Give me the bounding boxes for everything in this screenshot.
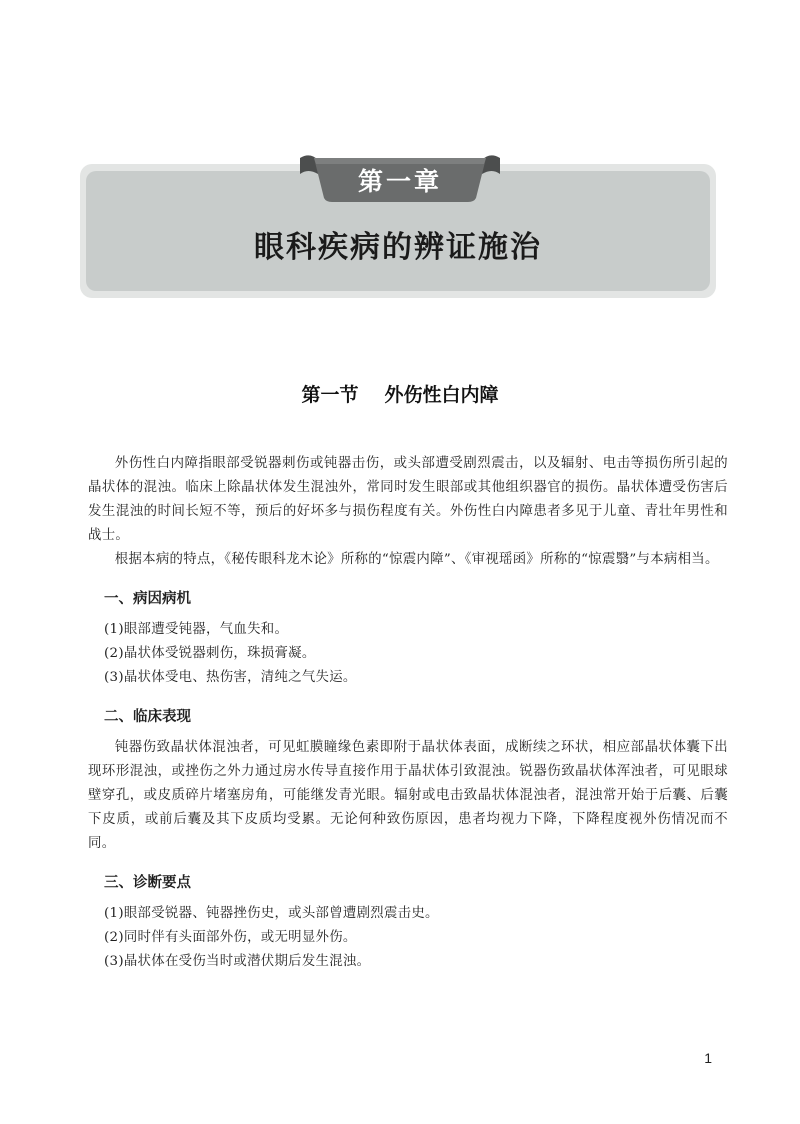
- section-title: [0, 380, 800, 407]
- chapter-label: 第一章: [357, 167, 442, 196]
- section-number: 第一节: [301, 384, 359, 406]
- intro-paragraph-2: 根据本病的特点，《秘传眼科龙木论》所称的“惊震内障”、《审视瑶函》所称的“惊震翳”与本病相当。: [114, 552, 719, 567]
- list-item: (3)晶状体在受伤当时或潜伏期后发生混浊。: [104, 954, 371, 969]
- clinical-heading: 二、临床表现: [104, 709, 191, 725]
- diagnosis-heading: 三、诊断要点: [104, 875, 191, 891]
- list-item: (2)同时伴有头面部外伤，或无明显外伤。: [104, 930, 357, 945]
- clinical-paragraph: 钝器伤致晶状体混浊者，可见虹膜瞳缘色素即附于晶状体表面，成断续之环状，相应部晶状体囊下出现环形混浊，或挫伤之外力通过房水传导直接作用于晶状体引致混浊。锐器伤致晶状体浑浊者，可见眼球壁穿孔，或皮质碎片堵塞房角，可能继发青光眼。辐射或电击致晶状体混浊者，混浊常开始于后囊、后囊下皮质，或前后囊及其下皮质均受累。无论何种致伤原因，患者均视力下降，下降程度视外伤情况而不同。: [88, 740, 728, 851]
- list-item: (2)晶状体受锐器刺伤，珠损膏凝。: [104, 646, 316, 661]
- list-item: (3)晶状体受电、热伤害，清纯之气失运。: [104, 670, 357, 685]
- chapter-tab: [296, 150, 504, 204]
- list-item: (1)眼部遭受钝器，气血失和。: [104, 622, 289, 637]
- diagnosis-list: [88, 902, 728, 974]
- etiology-heading: 一、病因病机: [104, 591, 191, 607]
- body-content: [88, 452, 728, 974]
- intro-paragraph-1: 外伤性白内障指眼部受锐器刺伤或钝器击伤，或头部遭受剧烈震击，以及辐射、电击等损伤所引起的晶状体的混浊。临床上除晶状体发生混浊外，常同时发生眼部或其他组织器官的损伤。晶状体遭受伤害后发生混浊的时间长短不等，预后的好坏多与损伤程度有关。外伤性白内障患者多见于儿童、青壮年男性和战士。: [88, 456, 728, 543]
- list-item: (1)眼部受锐器、钝器挫伤史，或头部曾遭剧烈震击史。: [104, 906, 439, 921]
- chapter-title: 眼科疾病的辨证施治: [254, 230, 542, 265]
- etiology-list: [88, 618, 728, 690]
- page-number: 1: [704, 1050, 712, 1066]
- section-name: 外伤性白内障: [384, 384, 499, 406]
